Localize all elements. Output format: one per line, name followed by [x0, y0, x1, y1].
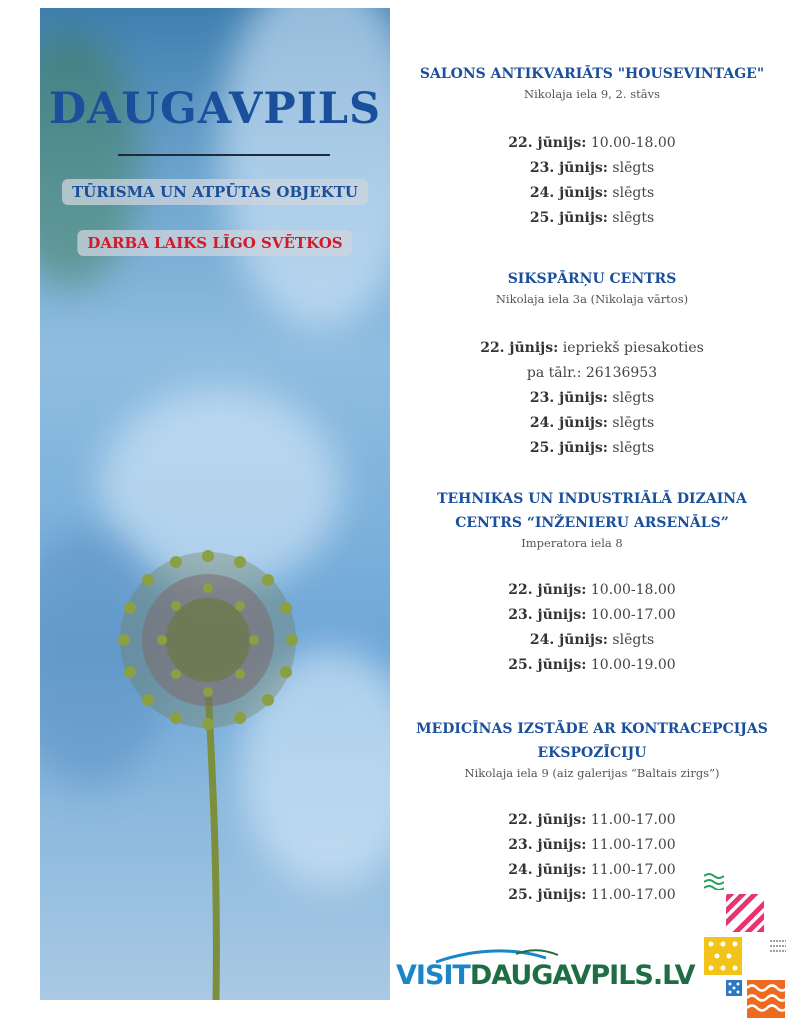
hours-time: slēgts	[612, 210, 655, 226]
venue-title: MEDICĪNAS IZSTĀDE AR KONTRACEPCIJAS EKSPOZĪCIJU	[416, 721, 768, 761]
venue-title: SALONS ANTIKVARIĀTS "HOUSEVINTAGE"	[419, 66, 765, 82]
venue-card	[392, 267, 791, 461]
hours-day: 23. jūnijs:	[529, 390, 608, 406]
hours-row	[392, 206, 791, 231]
hours-row	[392, 858, 791, 883]
title-divider	[118, 154, 330, 156]
hours-day: 22. jūnijs:	[480, 340, 559, 356]
hours-row	[392, 603, 791, 628]
tagline-label: DARBA LAIKS LĪGO SVĒTKOS	[77, 230, 352, 256]
hours-day: 24. jūnijs:	[529, 185, 608, 201]
hours-row	[392, 411, 791, 436]
wave-pattern-icon	[704, 872, 724, 890]
hours-day: 23. jūnijs:	[529, 160, 608, 176]
pink-stripes-icon	[726, 894, 764, 932]
logo-part-visit: VISIT	[396, 960, 470, 991]
hours-time: 11.00-17.00	[590, 862, 676, 878]
hours-row	[392, 361, 791, 386]
hours-time: slēgts	[612, 185, 655, 201]
hours-day: 25. jūnijs:	[508, 887, 587, 903]
hours-row	[392, 181, 791, 206]
hours-time: 10.00-17.00	[590, 607, 676, 623]
venue-card	[392, 62, 791, 231]
hours-time: 11.00-17.00	[590, 887, 676, 903]
logo-text	[396, 960, 695, 991]
hours-time: 11.00-17.00	[590, 837, 676, 853]
orange-waves-icon	[747, 980, 785, 1018]
hours-day: 23. jūnijs:	[508, 837, 587, 853]
hours-time: 10.00-18.00	[590, 582, 676, 598]
hours-row	[392, 578, 791, 603]
hours-row	[392, 653, 791, 678]
hours-time: slēgts	[612, 390, 655, 406]
hours-row	[392, 436, 791, 461]
hours-day: 22. jūnijs:	[508, 135, 587, 151]
yellow-dots-icon	[704, 937, 742, 975]
hours-row	[392, 808, 791, 833]
hours-day: 25. jūnijs:	[529, 440, 608, 456]
venue-card	[392, 717, 791, 908]
hours-row	[392, 156, 791, 181]
venue-address: Nikolaja iela 9, 2. stāvs	[524, 87, 660, 101]
hours-time: slēgts	[612, 415, 655, 431]
venue-title: TEHNIKAS UN INDUSTRIĀLĀ DIZAINA CENTRS “INŽENIERU ARSENĀLS”	[437, 491, 747, 531]
hours-row	[392, 386, 791, 411]
hours-row	[392, 336, 791, 361]
city-title: DAUGAVPILS	[48, 84, 382, 134]
hours-row	[392, 131, 791, 156]
allium-flower-icon	[40, 8, 390, 1000]
hours-time: pa tālr.: 26136953	[526, 365, 658, 381]
venue-address: Nikolaja iela 3a (Nikolaja vārtos)	[495, 292, 689, 306]
hours-day: 22. jūnijs:	[508, 812, 587, 828]
hours-row	[392, 833, 791, 858]
venue-title: SIKSPĀRŅU CENTRS	[507, 271, 677, 287]
hours-time: 10.00-18.00	[590, 135, 676, 151]
hours-time: slēgts	[612, 160, 655, 176]
hours-day: 22. jūnijs:	[508, 582, 587, 598]
venue-card	[392, 487, 791, 678]
hours-time: slēgts	[612, 632, 655, 648]
hours-time: 11.00-17.00	[590, 812, 676, 828]
subtitle-label: TŪRISMA UN ATPŪTAS OBJEKTU	[62, 179, 368, 205]
blue-dots-icon	[726, 980, 742, 996]
hero-photo	[40, 8, 390, 1000]
hours-time: 10.00-19.00	[590, 657, 676, 673]
hours-day: 23. jūnijs:	[508, 607, 587, 623]
visitdaugavpils-logo[interactable]	[396, 946, 695, 996]
venue-address: Imperatora iela 8	[521, 536, 623, 550]
hours-time: iepriekš piesakoties	[562, 340, 704, 356]
hours-day: 24. jūnijs:	[508, 862, 587, 878]
hours-day: 24. jūnijs:	[529, 415, 608, 431]
logo-part-domain: DAUGAVPILS.LV	[469, 960, 695, 991]
venue-address: Nikolaja iela 9 (aiz galerijas “Baltais zirgs”)	[464, 766, 720, 780]
hours-day: 25. jūnijs:	[508, 657, 587, 673]
hours-day: 24. jūnijs:	[529, 632, 608, 648]
gray-lines-icon	[770, 938, 786, 954]
hours-day: 25. jūnijs:	[529, 210, 608, 226]
hours-time: slēgts	[612, 440, 655, 456]
hours-row	[392, 628, 791, 653]
